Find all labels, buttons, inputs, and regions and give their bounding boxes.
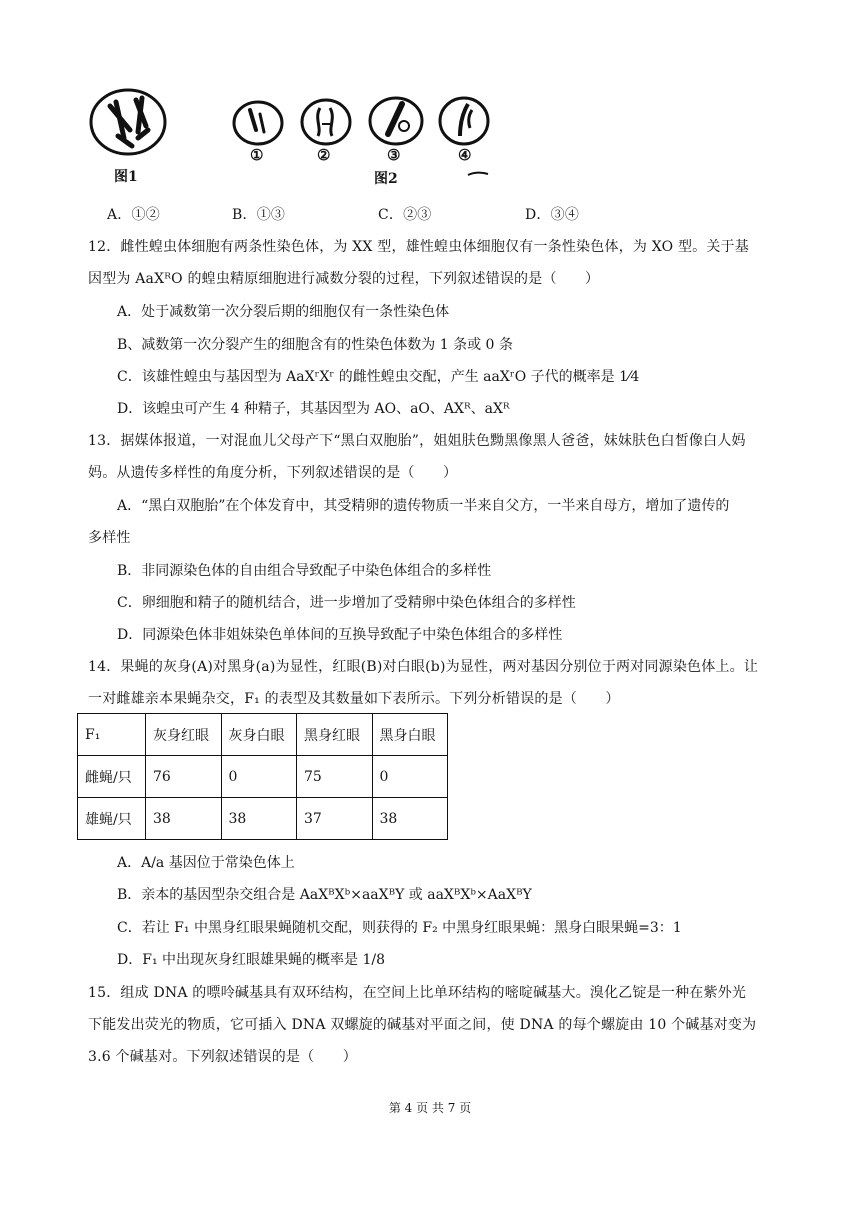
q14-stem-line2: 一对雌雄亲本果蝇杂交，F₁ 的表型及其数量如下表所示。下列分析错误的是（ ） [88,691,620,707]
q14-option-a: A．A/a 基因位于常染色体上 [117,855,295,871]
table-cell: 38 [146,798,222,840]
q13-option-a-line2: 多样性 [88,530,131,546]
q13-option-d: D．同源染色体非姐妹染色单体间的互换导致配子中染色体组合的多样性 [117,627,563,643]
cell-number-3: ③ [387,146,401,164]
q12-option-c: C．该雄性蝗虫与基因型为 AaXʳXʳ 的雌性蝗虫交配，产生 aaXʳO 子代的概率是 1⁄4 [117,369,640,385]
table-cell: 雄蝇/只 [78,798,146,840]
page-number-footer: 第 4 页 共 7 页 [388,1101,472,1115]
table-cell: 75 [297,756,373,798]
figure-1-cell-diagram [88,86,170,158]
cell-number-4: ④ [458,146,472,164]
cell-number-1: ① [250,146,264,164]
pen-stroke-mark [466,170,490,178]
table-cell: 76 [146,756,222,798]
q12-option-d: D．该蝗虫可产生 4 种精子，其基因型为 AO、aO、AXᴿ、aXᴿ [117,401,510,417]
q15-stem-line1: 15．组成 DNA 的嘌呤碱基具有双环结构，在空间上比单环结构的嘧啶碱基大。溴化乙锭是一种在紫外光 [88,985,747,1001]
table-header-cell: 黑身红眼 [297,714,373,756]
cell-number-2: ② [317,146,331,164]
q15-stem-line3: 3.6 个碱基对。下列叙述错误的是（ ） [88,1049,357,1065]
q11-option-c: C．②③ [378,207,432,223]
table-header-cell: 灰身红眼 [146,714,222,756]
table-cell: 38 [372,798,448,840]
table-cell: 雌蝇/只 [78,756,146,798]
q12-option-b: B、减数第一次分裂产生的细胞含有的性染色体数为 1 条或 0 条 [117,337,513,353]
figure-2-cell-3 [368,96,424,146]
q13-stem-line1: 13．据媒体报道，一对混血儿父母产下“黑白双胞胎”，姐姐肤色黝黑像黑人爸爸，妹妹肤色白皙像白人妈 [88,433,746,449]
figure-2-cell-1 [232,100,284,146]
q15-stem-line2: 下能发出荧光的物质，它可插入 DNA 双螺旋的碱基对平面之间，使 DNA 的每个螺旋由 10 个碱基对变为 [88,1017,757,1033]
q11-option-a: A．①② [107,207,160,223]
q13-option-a-line1: A．“黑白双胞胎”在个体发育中，其受精卵的遗传物质一半来自父方，一半来自母方，增加了遗传的 [117,498,730,514]
table-header-cell: 黑身白眼 [372,714,448,756]
table-cell: 0 [372,756,448,798]
figure-1-label: 图1 [114,169,138,185]
q13-option-b: B．非同源染色体的自由组合导致配子中染色体组合的多样性 [117,563,492,579]
table-cell: 0 [221,756,297,798]
table-header-cell: F₁ [78,714,146,756]
q13-stem-line2: 妈。从遗传多样性的角度分析，下列叙述错误的是（ ） [88,465,458,481]
q14-stem-line1: 14．果蝇的灰身(A)对黑身(a)为显性，红眼(B)对白眼(b)为显性，两对基因分别位于两对同源染色体上。让 [88,659,759,675]
q13-option-c: C．卵细胞和精子的随机结合，进一步增加了受精卵中染色体组合的多样性 [117,595,576,611]
figure-2-cell-4 [438,96,490,146]
table-header-row [78,714,448,756]
f1-phenotype-table [77,713,448,840]
table-cell: 38 [221,798,297,840]
figure-2-label: 图2 [374,171,398,187]
q11-option-d: D．③④ [525,207,580,223]
q12-stem-line1: 12．雌性蝗虫体细胞有两条性染色体，为 XX 型，雄性蝗虫体细胞仅有一条性染色体，为 XO 型。关于基 [88,239,749,255]
q12-stem-line2: 因型为 AaXᴿO 的蝗虫精原细胞进行减数分裂的过程，下列叙述错误的是（ ） [88,271,600,287]
table-header-cell: 灰身白眼 [221,714,297,756]
q14-option-b: B．亲本的基因型杂交组合是 AaXᴮXᵇ×aaXᴮY 或 aaXᴮXᵇ×AaXᴮY [117,887,532,903]
q14-option-c: C．若让 F₁ 中黑身红眼果蝇随机交配，则获得的 F₂ 中黑身红眼果蝇：黑身白眼果蝇=3：1 [117,920,682,936]
q12-option-a: A．处于减数第一次分裂后期的细胞仅有一条性染色体 [117,304,450,320]
q11-option-b: B．①③ [232,207,286,223]
q14-option-d: D．F₁ 中出现灰身红眼雄果蝇的概率是 1/8 [117,952,385,968]
table-row [78,756,448,798]
table-cell: 37 [297,798,373,840]
figure-2-cell-2 [300,98,352,146]
table-row [78,798,448,840]
